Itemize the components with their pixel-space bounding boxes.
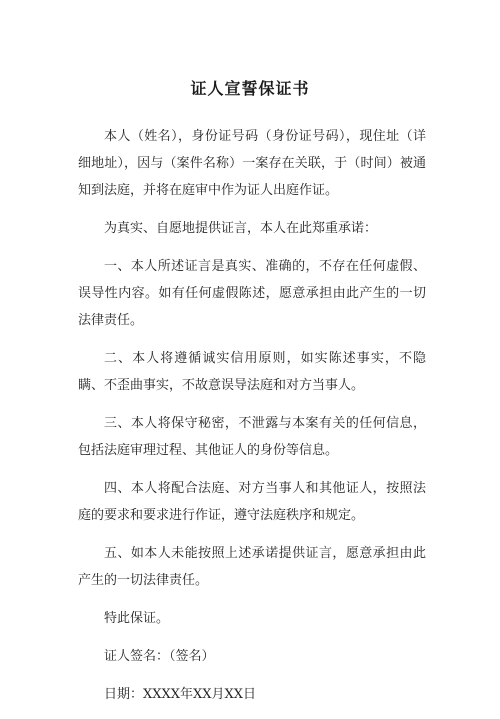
date-line: 日期：XXXX年XX月XX日 (104, 687, 257, 702)
paragraph-item-2: 二、本人将遵循诚实信用原则，如实陈述事实，不隐瞒、不歪曲事实，不故意误导法庭和对方当事人。 (78, 351, 426, 393)
paragraph-item-1: 一、本人所述证言是真实、准确的，不存在任何虚假、误导性内容。如有任何虚假陈述，愿意承担由此产生的一切法律责任。 (78, 259, 426, 328)
document-body (78, 123, 426, 719)
document-title: 证人宣誓保证书 (190, 79, 310, 98)
paragraph-intro: 本人（姓名），身份证号码（身份证号码），现住址（详细地址），因与（案件名称）一案存在关联，于（时间）被通知到法庭，并将在庭审中作为证人出庭作证。 (78, 129, 426, 198)
paragraph-pledge-lead: 为真实、自愿地提供证言，本人在此郑重承诺： (104, 221, 378, 236)
paragraph-closing: 特此保证。 (104, 611, 170, 626)
paragraph-item-5: 五、如本人未能按照上述承诺提供证言，愿意承担由此产生的一切法律责任。 (78, 546, 426, 588)
paragraph-item-4: 四、本人将配合法庭、对方当事人和其他证人，按照法庭的要求和要求进行作证，遵守法庭秩序和规定。 (78, 481, 426, 523)
signature-line: 证人签名：（签名） (104, 649, 215, 664)
paragraph-item-3: 三、本人将保守秘密，不泄露与本案有关的任何信息，包括法庭审理过程、其他证人的身份等信息。 (78, 416, 426, 458)
